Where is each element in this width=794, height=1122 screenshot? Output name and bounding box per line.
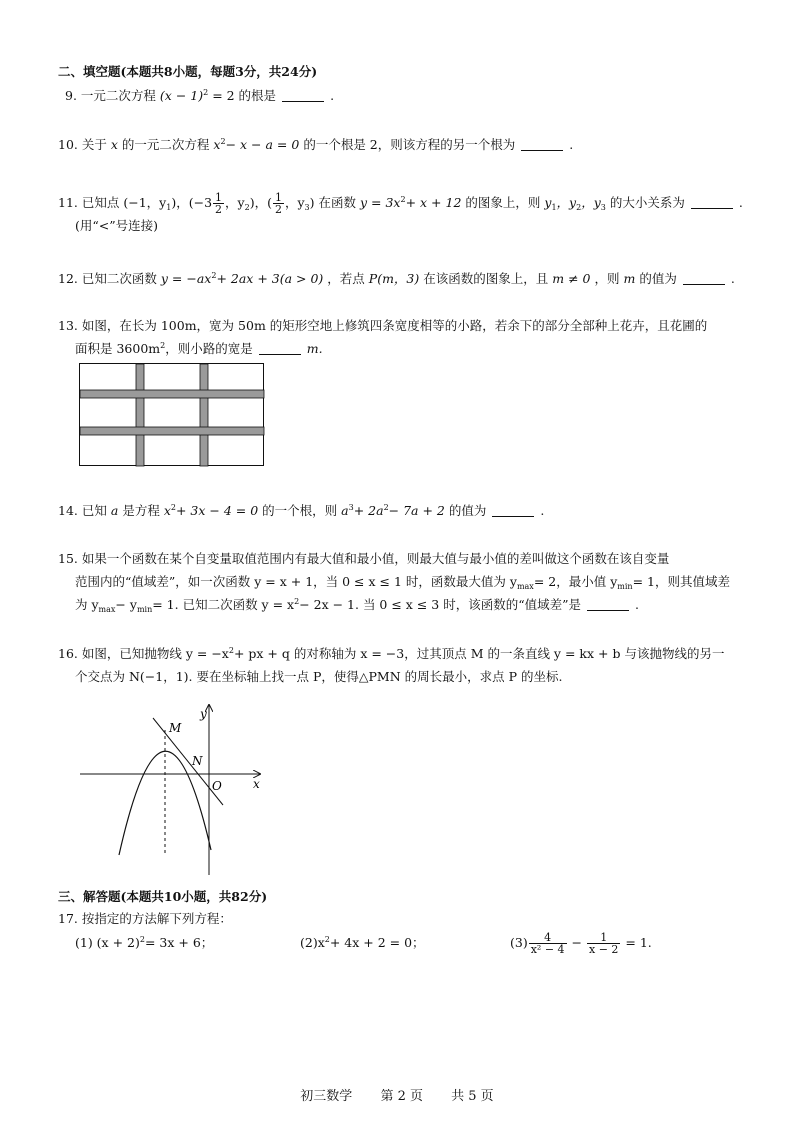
question-17-part3: (3) $\frac{4}{\text{x² − 4}}$ − $\frac{1}{x - 2}$ = 1. bbox=[510, 931, 652, 956]
question-16: 16. 如图，已知抛物线 $y = -x^2+$ px + q 的对称轴为 x = −3，过其顶点 M 的一条直线 y = kx + b 与该抛物线的另一 bbox=[58, 646, 725, 661]
origin-label: O bbox=[212, 779, 222, 793]
question-17: 17. 按指定的方法解下列方程： bbox=[58, 911, 232, 926]
question-17-part1: (1) $(x + 2)^2= 3x + 6$； bbox=[75, 935, 214, 950]
answer-blank-15[interactable] bbox=[587, 599, 629, 611]
fraction-1-over-x-2: $\frac{1}{x - 2}$ bbox=[589, 931, 619, 956]
fraction-4-over-x2-4: $\frac{4}{\text{x² − 4}}$ bbox=[530, 931, 565, 956]
point-n-label: N bbox=[192, 754, 203, 768]
section-2-title: 二、填空题(本题共8小题，每题3分，共24分) bbox=[58, 64, 318, 79]
answer-blank-9[interactable] bbox=[282, 90, 324, 102]
path-vertical-1 bbox=[136, 364, 144, 466]
page-footer bbox=[0, 1085, 794, 1104]
fraction-one-half: $\frac{1}{2}$ bbox=[215, 191, 223, 216]
answer-blank-14[interactable] bbox=[492, 505, 534, 517]
path-horizontal-1 bbox=[80, 390, 264, 398]
y-axis-label: y bbox=[200, 707, 207, 721]
footer-total: 共 5 页 bbox=[451, 1089, 494, 1104]
question-13-line2: 面积是 $3600m^2$，则小路的宽是 m. bbox=[75, 341, 323, 356]
answer-blank-12[interactable] bbox=[683, 273, 725, 285]
question-12: 12. 已知二次函数 $y = -ax^2+ 2ax + 3(a > 0)$ ，若点 P(m，3) 在该函数的图象上，且 m ≠ 0 ，则 m 的值为 . bbox=[58, 271, 735, 286]
question-13: 13. 如图，在长为 100m，宽为 50m 的矩形空地上修筑四条宽度相等的小路，若余下的部分全部种上花卉，且花圃的 bbox=[58, 318, 708, 333]
parabola-figure bbox=[75, 700, 275, 880]
path-vertical-2 bbox=[200, 364, 208, 466]
question-16-line2: 个交点为 N(−1，1). 要在坐标轴上找一点 P，使得△PMN 的周长最小，求点 P 的坐标. bbox=[75, 669, 563, 684]
section-3-title: 三、解答题(本题共10小题，共82分) bbox=[58, 889, 268, 904]
question-11: 11. 已知点 (−1，$y_1$)，(−3 $\frac{1}{2}$ ，$y_2$)，( $\frac{1}{2}$ ，$y_3$) 在函数 $y = 3x^2+ x + 12$ 的图象上，则 $y_1$，$y_2$，$y_3$ 的大小关系为 . bbox=[58, 191, 743, 216]
footer-subject: 初三数学 bbox=[300, 1089, 353, 1104]
question-17-part2: $(2)x^2+ 4x + 2 = 0$； bbox=[300, 935, 425, 950]
answer-blank-11[interactable] bbox=[691, 197, 733, 209]
question-10: 10. 关于 x 的一元二次方程 $x^2- x - a = 0$ 的一个根是 2，则该方程的另一个根为 . bbox=[58, 137, 574, 152]
question-14: 14. 已知 a 是方程 $x^2+ 3x - 4 = 0$ 的一个根，则 $a^3+ 2a^2- 7a + 2$ 的值为 . bbox=[58, 503, 545, 518]
vertex-m-label: M bbox=[169, 721, 182, 735]
answer-blank-13[interactable] bbox=[259, 343, 301, 355]
question-15-line2: 范围内的“值域差”，如一次函数 y = x + 1，当 0 ≤ x ≤ 1 时，函数最大值为 $y_{max}= 2$，最小值 $y_{min}= 1$，则其值域差 bbox=[75, 574, 730, 591]
question-15-line3: 为 $y_{max}- y_{min}= 1$. 已知二次函数 $y = x^2- 2x - 1$. 当 0 ≤ x ≤ 3 时，该函数的“值域差”是 . bbox=[75, 597, 639, 614]
footer-page: 第 2 页 bbox=[380, 1089, 423, 1104]
question-15: 15. 如果一个函数在某个自变量取值范围内有最大值和最小值，则最大值与最小值的差叫做这个函数在该自变量 bbox=[58, 551, 670, 566]
question-9: 9. 一元二次方程 $(x - 1)^2 = 2$ 的根是 . bbox=[65, 88, 335, 103]
x-axis-label: x bbox=[253, 777, 260, 791]
answer-blank-10[interactable] bbox=[521, 139, 563, 151]
path-horizontal-2 bbox=[80, 427, 264, 435]
fraction-one-half: $\frac{1}{2}$ bbox=[274, 191, 282, 216]
garden-path-figure bbox=[79, 363, 265, 467]
garden-rect bbox=[80, 364, 264, 466]
question-11-note: (用“<”号连接) bbox=[75, 218, 159, 233]
